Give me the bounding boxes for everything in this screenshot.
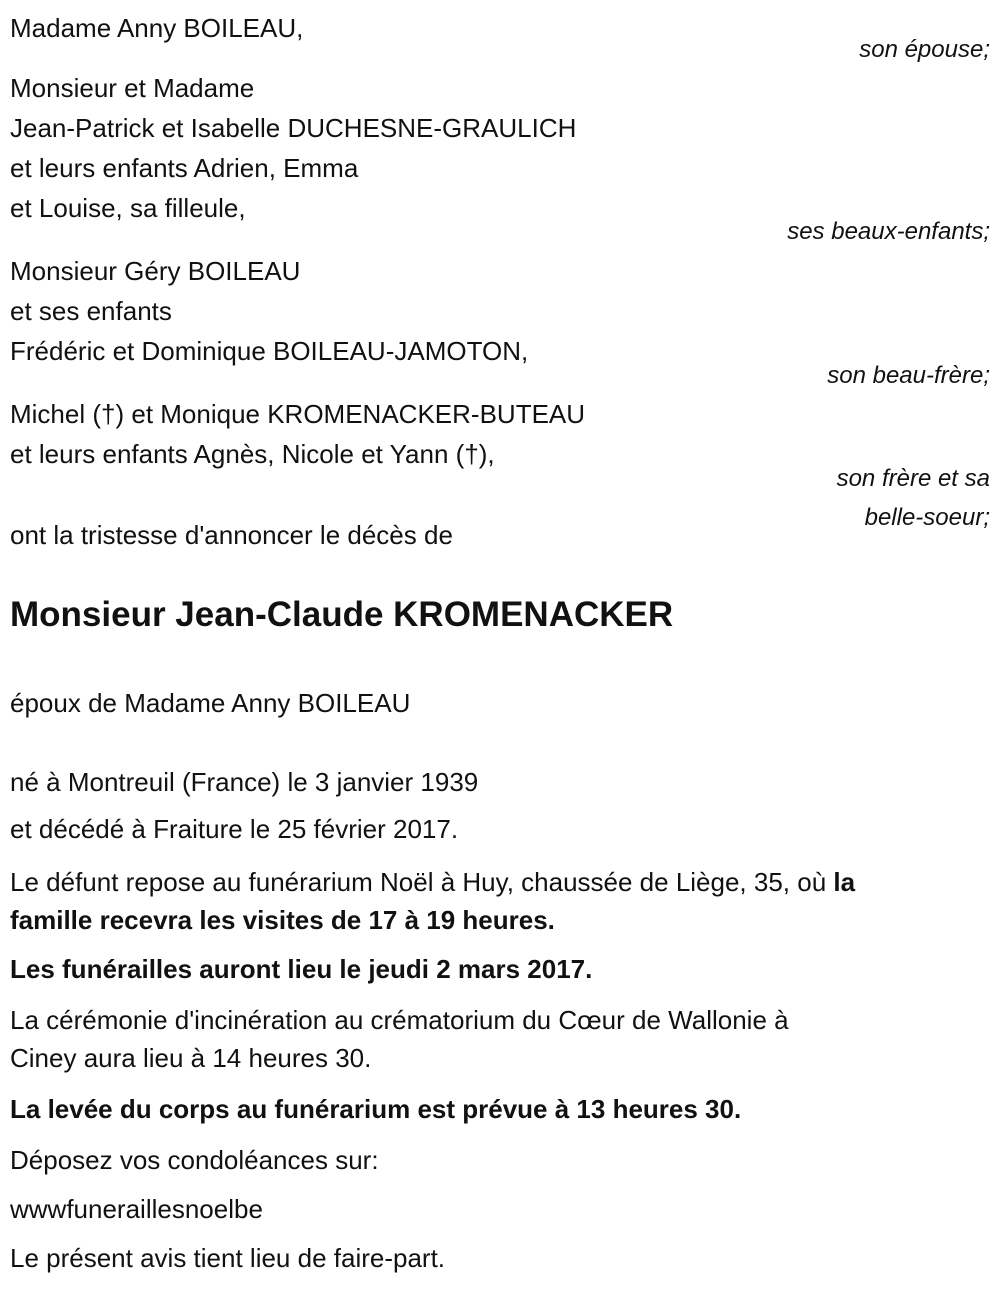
repose-bold: la — [833, 867, 856, 897]
relation-label: son frère et sa — [836, 465, 990, 492]
visits-text: famille recevra les visites de 17 à 19 heures. — [10, 905, 555, 935]
family-line: et leurs enfants Agnès, Nicole et Yann (†), — [10, 439, 495, 469]
family-line: Monsieur et Madame — [10, 73, 255, 103]
website-link[interactable]: wwwfuneraillesnoelbe — [10, 1194, 263, 1224]
family-line: et Louise, sa filleule, — [10, 193, 246, 223]
relation-label: ses beaux-enfants; — [787, 218, 990, 245]
spouse-text: époux de Madame Anny BOILEAU — [10, 688, 411, 718]
ceremony-text: Ciney aura lieu à 14 heures 30. — [10, 1043, 372, 1073]
repose-normal: Le défunt repose au funérarium Noël à Huy, chaussée de Liège, 35, où — [10, 867, 827, 897]
death-text: et décédé à Fraiture le 25 février 2017. — [10, 814, 459, 844]
levee-text: La levée du corps au funérarium est prévue à 13 heures 30. — [10, 1094, 742, 1124]
family-line: Michel (†) et Monique KROMENACKER-BUTEAU — [10, 399, 586, 429]
relation-label: belle-soeur; — [864, 504, 990, 531]
family-line: Madame Anny BOILEAU, — [10, 13, 304, 43]
family-line: Jean-Patrick et Isabelle DUCHESNE-GRAULICH — [10, 113, 577, 143]
relation-label: son beau-frère; — [827, 362, 990, 389]
announce-text: ont la tristesse d'annoncer le décès de — [10, 520, 453, 550]
family-line: et ses enfants — [10, 296, 172, 326]
family-line: Monsieur Géry BOILEAU — [10, 256, 301, 286]
condolences-text: Déposez vos condoléances sur: — [10, 1145, 379, 1175]
relation-label: son épouse; — [859, 36, 990, 63]
deceased-name: Monsieur Jean-Claude KROMENACKER — [10, 595, 674, 634]
notice-text: Le présent avis tient lieu de faire-part. — [10, 1243, 446, 1273]
birth-text: né à Montreuil (France) le 3 janvier 1939 — [10, 767, 479, 797]
funeral-date: Les funérailles auront lieu le jeudi 2 mars 2017. — [10, 954, 593, 984]
family-line: et leurs enfants Adrien, Emma — [10, 153, 359, 183]
repose-text — [10, 866, 855, 898]
family-line: Frédéric et Dominique BOILEAU-JAMOTON, — [10, 336, 529, 366]
ceremony-text: La cérémonie d'incinération au crématorium du Cœur de Wallonie à — [10, 1005, 789, 1035]
